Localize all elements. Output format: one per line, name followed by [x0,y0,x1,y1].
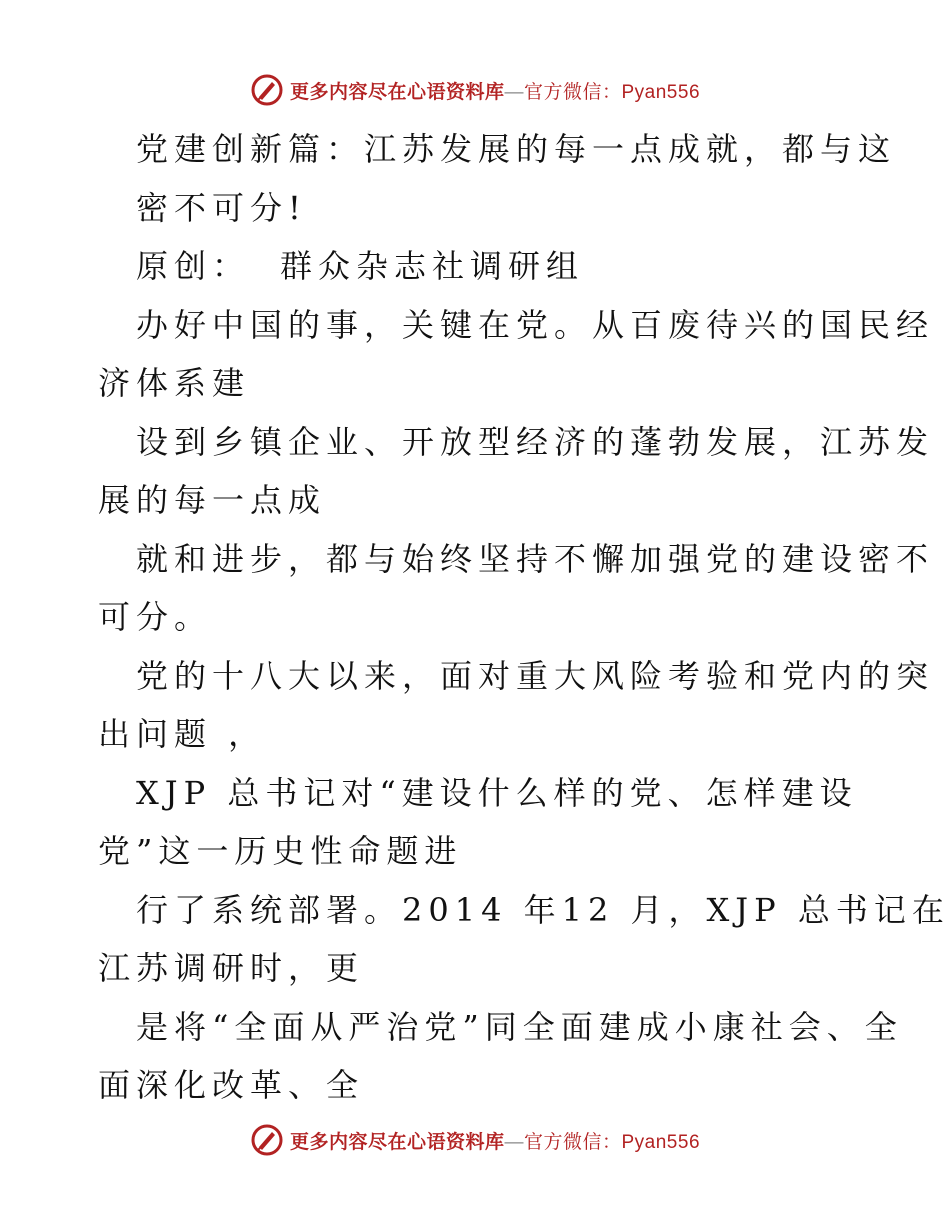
quill-seal-icon [250,1123,284,1157]
article-body [98,120,950,1115]
paragraph-line: 济体系建 [98,364,251,402]
paragraph-line: 党的十八大以来，面对重大风险考验和党内的突 [136,656,935,695]
paragraph-line: 就和进步，都与始终坚持不懈加强党的建设密不 [136,539,935,578]
watermark-text [290,77,700,104]
paragraph-line: 展的每一点成 [98,481,327,519]
watermark-wechat-id: Pyan556 [621,81,701,103]
paragraph-line: 面深化改革、全 [98,1066,365,1104]
article-title-line-1: 党建创新篇：江苏发展的每一点成就，都与这 [136,130,897,168]
watermark-separator: — [504,1131,524,1153]
watermark-brand: 更多内容尽在心语资料库 [289,81,505,103]
watermark-official-label: 官方微信： [523,1131,622,1153]
paragraph-line: 是将“全面从严治党”同全面建成小康社会、全 [136,1007,903,1046]
paragraph-line: 行了系统部署。2014 年12 月，XJP 总书记在 [136,890,950,929]
paragraph-line: 党”这一历史性命题进 [98,832,463,870]
paragraph-line: 办好中国的事，关键在党。从百废待兴的国民经 [136,305,935,344]
article-author [98,237,858,296]
watermark-header [0,70,950,110]
watermark-separator: — [504,81,524,103]
author-label: 原创： [136,247,251,285]
article-paragraphs [98,296,950,1115]
watermark-brand: 更多内容尽在心语资料库 [289,1131,505,1153]
paragraph-line: 江苏调研时，更 [98,949,365,987]
watermark-text [290,1127,700,1154]
author-name: 群众杂志社调研组 [280,247,585,285]
watermark-footer [0,1120,950,1160]
watermark-wechat-id: Pyan556 [621,1131,701,1153]
quill-seal-icon [250,73,284,107]
paragraph-line: 设到乡镇企业、开放型经济的蓬勃发展，江苏发 [136,422,935,461]
article-title-line-2: 密不可分! [136,188,307,227]
paragraph-line: XJP 总书记对“建设什么样的党、怎样建设 [136,773,858,812]
paragraph-line: 可分。 [98,598,213,636]
paragraph-line: 出问题 ， [98,715,267,753]
watermark-official-label: 官方微信： [523,81,622,103]
